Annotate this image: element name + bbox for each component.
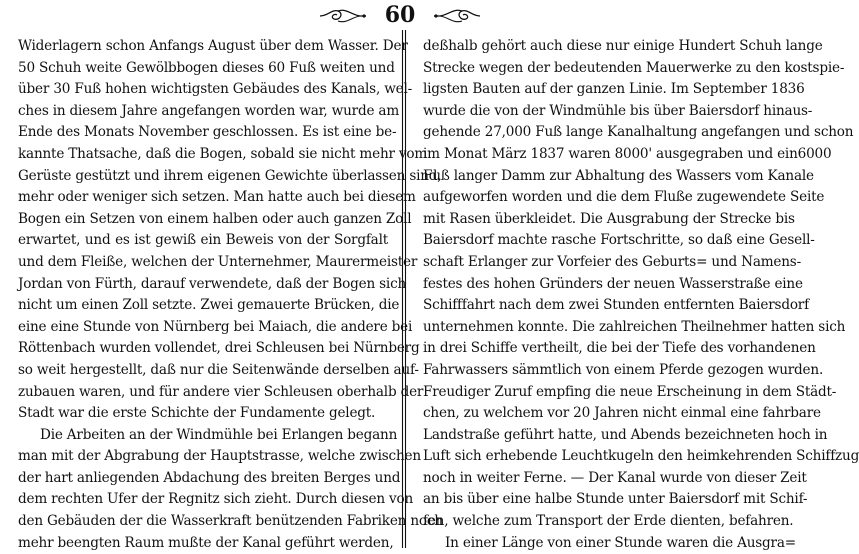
text-line: mit Rasen überkleidet. Die Ausgrabung der Strecke bis (423, 210, 795, 227)
text-line: nicht um einen Zoll setzte. Zwei gemauerte Brücken, die (18, 297, 400, 314)
text-line: über 30 Fuß hohen wichtigsten Gebäudes des Kanals, wel- (18, 81, 413, 98)
text-line: eine eine Stunde von Nürnberg bei Maiach, die andere bei (18, 318, 413, 335)
text-line: Jordan von Fürth, darauf verwendete, daß der Bogen sich (18, 275, 407, 292)
flourish-ornament-right-icon (432, 5, 482, 27)
text-line: und dem Fleiße, welchen der Unternehmer, Maurermeister (18, 253, 418, 270)
text-line: Luft sich erhebende Leuchtkugeln den heimkehrenden Schiffzug (423, 448, 859, 465)
text-line: man mit der Abgrabung der Hauptstrasse, welche zwischen (18, 448, 421, 465)
text-line: zubauen waren, und für andere vier Schleusen oberhalb der (18, 383, 424, 400)
text-line: wurde die von der Windmühle bis über Baiersdorf hinaus- (423, 102, 813, 119)
text-line: fen, welche zum Transport der Erde dienten, befahren. (423, 513, 794, 530)
text-line: dem rechten Ufer der Regnitz sich zieht. Durch diesen von (18, 491, 414, 508)
text-line: aufgeworfen worden und die dem Fluße zugewendete Seite (423, 189, 825, 206)
text-line: Baiersdorf machte rasche Fortschritte, so daß eine Gesell- (423, 232, 815, 249)
text-line: Die Arbeiten an der Windmühle bei Erlangen begann (40, 426, 398, 443)
text-line: so weit hergestellt, daß nur die Seitenwände derselben auf- (18, 361, 419, 378)
text-line: Strecke wegen der bedeutenden Mauerwerke zu den kostspie- (423, 59, 845, 76)
text-line: Schifffahrt nach dem zwei Stunden entfernten Baiersdorf (423, 297, 809, 314)
left-text-column (18, 36, 443, 554)
text-line: Ende des Monats November geschlossen. Es ist eine be- (18, 124, 397, 141)
page-header (0, 0, 800, 34)
text-line: unternehmen konnte. Die zahlreichen Theilnehmer hatten sich (423, 318, 846, 335)
text-line: mehr beengten Raum mußte der Kanal geführt werden, (18, 534, 394, 551)
page-number: 60 (384, 2, 416, 28)
text-line: Gerüste gestützt und ihrem eigenen Gewichte überlassen sind, (18, 167, 442, 184)
text-line: Stadt war die erste Schichte der Fundamente gelegt. (18, 405, 376, 422)
text-line: ches in diesem Jahre angefangen worden war, wurde am (18, 102, 400, 119)
text-line: Freudiger Zuruf empfing die neue Erscheinung in dem Städt- (423, 383, 837, 400)
text-line: der hart anliegenden Abdachung des breiten Berges und (18, 469, 401, 486)
text-line: Röttenbach wurden vollendet, drei Schleusen bei Nürnberg (18, 340, 420, 357)
text-line: an bis über eine halbe Stunde unter Baiersdorf mit Schif- (423, 491, 808, 508)
text-line: Fuß langer Damm zur Abhaltung des Wassers vom Kanale (423, 167, 814, 184)
text-line: in drei Schiffe vertheilt, die bei der Tiefe des vorhandenen (423, 340, 816, 357)
text-line: Landstraße geführt hatte, und Abends bezeichneten hoch in (423, 426, 828, 443)
text-line: Fahrwassers sämmtlich von einem Pferde gezogen wurden. (423, 361, 824, 378)
text-line: mehr oder weniger sich setzen. Man hatte auch bei diesem (18, 189, 416, 206)
text-line: gehende 27,000 Fuß lange Kanalhaltung angefangen und schon (423, 124, 854, 141)
text-line: ligsten Bauten auf der ganzen Linie. Im September 1836 (423, 81, 805, 98)
text-line: festes des hohen Gründers der neuen Wasserstraße eine (423, 275, 803, 292)
text-line: Widerlagern schon Anfangs August über dem Wasser. Der (18, 38, 408, 54)
text-line: schaft Erlanger zur Vorfeier des Geburts= und Namens- (423, 253, 801, 270)
text-line: erwartet, und es ist gewiß ein Beweis von der Sorgfalt (18, 232, 388, 249)
flourish-ornament-left-icon (318, 5, 368, 27)
right-text-column (423, 36, 859, 554)
text-line: In einer Länge von einer Stunde waren die Ausgra= (445, 534, 796, 551)
text-line: Bogen ein Setzen von einem halben oder auch ganzen Zoll (18, 210, 412, 227)
text-line: 50 Schuh weite Gewölbbogen dieses 60 Fuß weiten und (18, 59, 395, 76)
text-line: kannte Thatsache, daß die Bogen, sobald sie nicht mehr vom (18, 145, 428, 162)
text-line: deßhalb gehört auch diese nur einige Hundert Schuh lange (423, 38, 823, 54)
text-line: im Monat März 1837 waren 8000' ausgegraben und ein6000 (423, 145, 832, 162)
text-line: den Gebäuden der die Wasserkraft benützenden Fabriken noch (18, 513, 443, 530)
text-line: noch in weiter Ferne. — Der Kanal wurde von dieser Zeit (423, 469, 807, 486)
text-line: chen, zu welchem vor 20 Jahren nicht einmal eine fahrbare (423, 405, 821, 422)
